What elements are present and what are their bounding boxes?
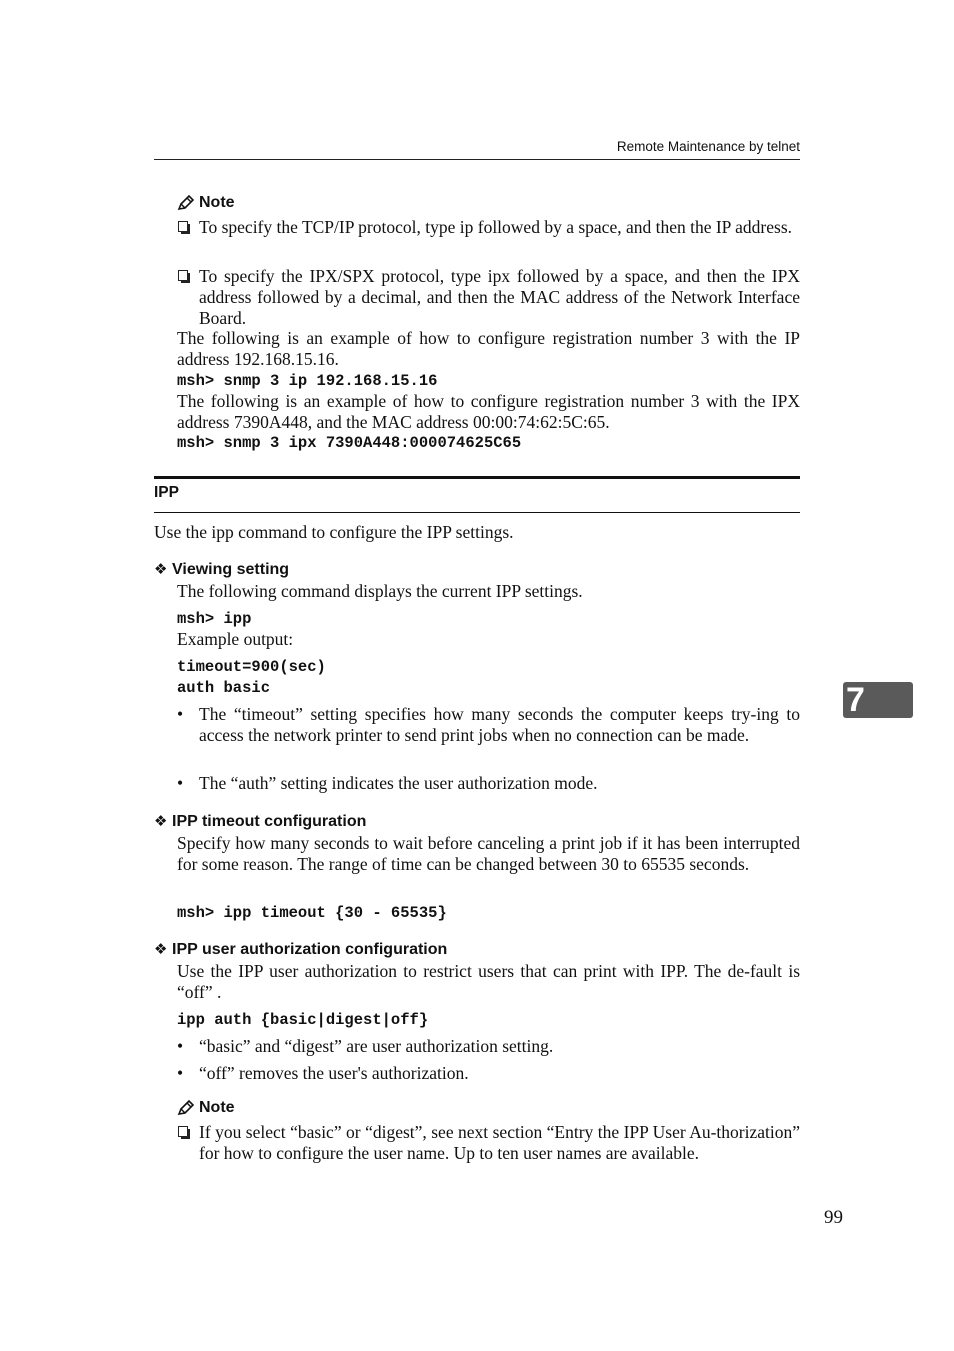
note-item-text: To specify the IPX/SPX protocol, type ipx followed by a space, and then the IPX address followed by a decimal, and then the MAC address of the Network Interface Board. [199,266,800,328]
subsection-desc: Use the IPP user authorization to restrict users that can print with IPP. The de-fault is “off” . [177,961,800,1002]
checkbox-icon [178,1126,188,1137]
checkbox-icon [178,221,188,232]
list-item [177,1036,800,1057]
bullet-icon: • [177,704,184,724]
bullet-icon: • [177,1036,184,1056]
code-example: msh> snmp 3 ipx 7390A448:000074625C65 [177,434,522,452]
code-output: timeout=900(sec) [177,658,326,676]
section-title: IPP [154,484,179,501]
note-heading-label: Note [199,194,235,211]
subsection-desc: The following command displays the current IPP settings. [177,581,583,601]
section-intro: Use the ipp command to configure the IPP settings. [154,522,514,542]
note-item [177,217,800,238]
list-item [177,704,800,746]
subsection-heading-label: IPP user authorization configuration [172,941,448,958]
running-header: Remote Maintenance by telnet [616,139,800,154]
note-item-text: To specify the TCP/IP protocol, type ip followed by a space, and then the IP address. [199,217,793,237]
list-item-text: The “auth” setting indicates the user authorization mode. [199,773,598,793]
subsection-heading [154,559,800,580]
checkbox-icon [178,270,188,281]
code-example: ipp auth {basic|digest|off} [177,1011,429,1029]
note-item-text: If you select “basic” or “digest”, see next section “Entry the IPP User Au-thorization” for how to configure the user name. Up to ten user names are available. [199,1122,800,1163]
note-heading [177,1099,800,1117]
diamond-icon: ❖ [154,813,168,830]
code-example: msh> ipp timeout {30 - 65535} [177,904,447,922]
example-label: Example output: [177,629,294,649]
list-item-text: The “timeout” setting specifies how many seconds the computer keeps try-ing to access the network printer to send print jobs when no connection can be made. [199,704,800,745]
note-heading-label: Note [199,1099,235,1116]
pencil-icon [177,1100,195,1116]
subsection-heading-label: Viewing setting [172,561,290,578]
section-rule [154,512,800,513]
bullet-icon: • [177,1063,184,1083]
chapter-number: 7 [846,681,865,719]
chapter-tab [843,682,913,718]
page-number: 99 [824,1207,843,1228]
note-heading [177,194,800,212]
code-example: msh> snmp 3 ip 192.168.15.16 [177,372,438,390]
note-item [177,1122,800,1164]
list-item [177,1063,800,1084]
example-paragraph: The following is an example of how to configure registration number 3 with the IPX address 7390A448, and the MAC address 00:00:74:62:5C:65. [177,391,800,432]
diamond-icon: ❖ [154,561,168,578]
note-item [177,266,800,329]
subsection-heading [154,811,800,832]
example-paragraph: The following is an example of how to configure registration number 3 with the IP address 192.168.15.16. [177,328,800,369]
pencil-icon [177,195,195,211]
code-output: auth basic [177,679,271,697]
subsection-desc: Specify how many seconds to wait before canceling a print job if it has been interrupted for some reason. The range of time can be changed between 30 to 65535 seconds. [177,833,800,874]
subsection-heading-label: IPP timeout configuration [172,813,367,830]
bullet-icon: • [177,773,184,793]
code-example: msh> ipp [177,610,252,628]
subsection-heading [154,939,800,960]
header-rule [154,159,800,160]
list-item [177,773,800,794]
list-item-text: “off” removes the user's authorization. [199,1063,469,1083]
list-item-text: “basic” and “digest” are user authorization setting. [199,1036,554,1056]
section-rule [154,476,800,479]
diamond-icon: ❖ [154,941,168,958]
